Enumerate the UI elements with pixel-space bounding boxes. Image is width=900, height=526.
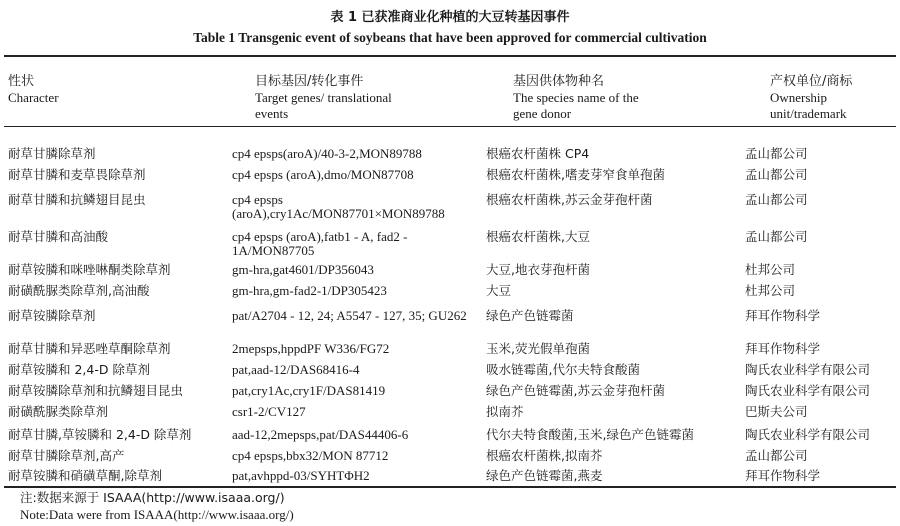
cell-genes: 2mepsps,hppdPF W336/FG72 <box>232 341 390 356</box>
cell-donor: 绿色产色链霉菌,燕麦 <box>486 468 603 483</box>
cell-donor: 大豆 <box>486 283 512 298</box>
header-target-genes <box>255 74 405 122</box>
header-owner-en: Ownership unit/trademark <box>770 90 847 121</box>
cell-genes: cp4 epsps (aroA),dmo/MON87708 <box>232 167 414 182</box>
cell-owner: 拜耳作物科学 <box>745 468 821 483</box>
cell-owner: 孟山都公司 <box>745 146 808 161</box>
cell-genes: pat,avhppd-03/SYHTΦH2 <box>232 468 370 483</box>
cell-donor: 根癌农杆菌株,嗜麦芽窄食单孢菌 <box>486 167 665 182</box>
cell-character: 耐草甘膦除草剂 <box>8 146 96 161</box>
cell-donor: 绿色产色链霉菌 <box>486 308 574 323</box>
cell-donor: 大豆,地衣芽孢杆菌 <box>486 262 590 277</box>
cell-owner: 拜耳作物科学 <box>745 341 821 356</box>
cell-genes: pat/A2704 - 12, 24; A5547 - 127, 35; GU262 <box>232 308 467 323</box>
source-note-chinese: 注:数据来源于 ISAAA(http://www.isaaa.org/) <box>20 490 285 505</box>
cell-donor: 玉米,荧光假单孢菌 <box>486 341 590 356</box>
cell-character: 耐草甘膦和抗鳞翅目昆虫 <box>8 192 146 207</box>
cell-owner: 孟山都公司 <box>745 448 808 463</box>
cell-character: 耐磺酰脲类除草剂,高油酸 <box>8 283 150 298</box>
header-owner <box>770 74 880 122</box>
cell-donor: 拟南芥 <box>486 404 524 419</box>
cell-donor: 根癌农杆菌株,拟南芥 <box>486 448 603 463</box>
cell-character: 耐草铵膦除草剂和抗鳞翅目昆虫 <box>8 383 184 398</box>
cell-owner: 杜邦公司 <box>745 283 796 298</box>
cell-genes: pat,cry1Ac,cry1F/DAS81419 <box>232 383 386 398</box>
table-caption-chinese: 表 1 已获准商业化种植的大豆转基因事件 <box>330 10 570 25</box>
cell-character: 耐草铵膦和硝磺草酮,除草剂 <box>8 468 162 483</box>
cell-genes: pat,aad-12/DAS68416-4 <box>232 362 360 377</box>
cell-owner: 陶氏农业科学有限公司 <box>745 383 871 398</box>
cell-owner: 陶氏农业科学有限公司 <box>745 427 871 442</box>
header-donor <box>513 74 648 122</box>
header-donor-cn: 基因供体物种名 <box>513 74 605 89</box>
cell-character: 耐草甘膦,草铵膦和 2,4-D 除草剂 <box>8 427 192 442</box>
cell-genes: cp4 epsps (aroA),cry1Ac/MON87701×MON89788 <box>232 192 445 221</box>
header-target-genes-cn: 目标基因/转化事件 <box>255 74 364 89</box>
header-character-en: Character <box>8 90 59 105</box>
cell-owner: 孟山都公司 <box>745 167 808 182</box>
cell-genes: cp4 epsps (aroA),fatb1 - A, fad2 - 1A/MON87705 <box>232 229 408 258</box>
cell-owner: 杜邦公司 <box>745 262 796 277</box>
cell-donor: 代尔夫特食酸菌,玉米,绿色产色链霉菌 <box>486 427 694 442</box>
cell-donor: 根癌农杆菌株,苏云金芽孢杆菌 <box>486 192 653 207</box>
cell-owner: 陶氏农业科学有限公司 <box>745 362 871 377</box>
cell-donor: 根癌农杆菌株 CP4 <box>486 146 590 161</box>
cell-character: 耐草铵膦和咪唑啉酮类除草剂 <box>8 262 171 277</box>
cell-donor: 根癌农杆菌株,大豆 <box>486 229 590 244</box>
top-rule <box>4 55 896 57</box>
cell-donor: 绿色产色链霉菌,苏云金芽孢杆菌 <box>486 383 665 398</box>
header-rule <box>4 126 896 127</box>
cell-owner: 拜耳作物科学 <box>745 308 821 323</box>
cell-owner: 孟山都公司 <box>745 192 808 207</box>
header-character-cn: 性状 <box>8 74 35 89</box>
cell-character: 耐草铵膦除草剂 <box>8 308 96 323</box>
header-character <box>8 74 59 106</box>
cell-owner: 孟山都公司 <box>745 229 808 244</box>
cell-donor: 吸水链霉菌,代尔夫特食酸菌 <box>486 362 640 377</box>
cell-character: 耐草甘膦和麦草畏除草剂 <box>8 167 146 182</box>
cell-character: 耐草甘膦和高油酸 <box>8 229 109 244</box>
cell-character: 耐草铵膦和 2,4-D 除草剂 <box>8 362 150 377</box>
cell-genes: cp4 epsps,bbx32/MON 87712 <box>232 448 389 463</box>
cell-character: 耐磺酰脲类除草剂 <box>8 404 109 419</box>
bottom-rule <box>4 486 896 488</box>
source-note-english: Note:Data were from ISAAA(http://www.isaaa.org/) <box>20 507 294 522</box>
cell-owner: 巴斯夫公司 <box>745 404 808 419</box>
table-caption-english: Table 1 Transgenic event of soybeans that have been approved for commercial cultivation <box>193 30 707 45</box>
cell-genes: csr1-2/CV127 <box>232 404 306 419</box>
cell-genes: gm-hra,gat4601/DP356043 <box>232 262 374 277</box>
cell-genes: gm-hra,gm-fad2-1/DP305423 <box>232 283 387 298</box>
cell-genes: cp4 epsps(aroA)/40-3-2,MON89788 <box>232 146 422 161</box>
cell-character: 耐草甘膦和异恶唑草酮除草剂 <box>8 341 171 356</box>
header-owner-cn: 产权单位/商标 <box>770 74 853 89</box>
header-donor-en: The species name of the gene donor <box>513 90 639 121</box>
cell-genes: aad-12,2mepsps,pat/DAS44406-6 <box>232 427 409 442</box>
cell-character: 耐草甘膦除草剂,高产 <box>8 448 125 463</box>
header-target-genes-en: Target genes/ translational events <box>255 90 392 121</box>
